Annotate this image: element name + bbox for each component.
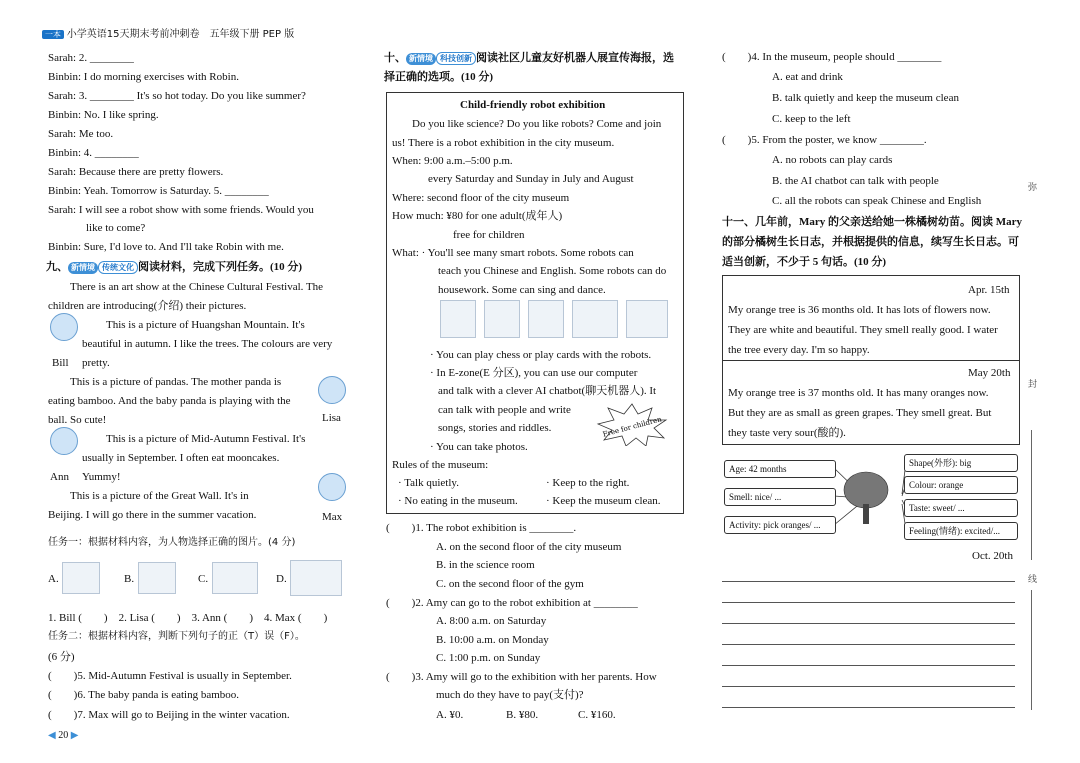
poster-line: and talk with a clever AI chatbot(聊天机器人). It <box>438 385 657 397</box>
option[interactable]: A. on the second floor of the city museum <box>436 541 622 553</box>
max-avatar <box>318 473 346 501</box>
option[interactable]: A. ¥0. <box>436 709 464 721</box>
binding-line <box>1031 430 1032 560</box>
name-lisa: Lisa <box>322 412 341 424</box>
passage-line: This is a picture of the Great Wall. It's in <box>70 490 249 502</box>
tag-new-context: 新情境 <box>406 53 436 65</box>
task-1: 任务一：根据材料内容，为人物选择正确的图片。(4 分) <box>48 537 296 548</box>
poster-line: teach you Chinese and English. Some robots can do <box>438 265 667 277</box>
poster-line: · Keep to the right. <box>546 477 630 489</box>
option[interactable]: C. ¥160. <box>578 709 616 721</box>
writing-line[interactable] <box>722 602 1015 603</box>
option-b-label: B. <box>124 573 135 585</box>
dialogue-line: Sarah: 2. ________ <box>48 52 134 64</box>
name-max: Max <box>322 511 343 523</box>
question[interactable]: ( )4. In the museum, people should ________ <box>722 51 942 63</box>
tf-item[interactable]: ( )6. The baby panda is eating bamboo. <box>48 689 240 701</box>
log-date: May 20th <box>968 367 1011 379</box>
writing-line[interactable] <box>722 686 1015 687</box>
page-number-text: 20 <box>58 730 69 741</box>
log-line: the tree every day. I'm so happy. <box>728 344 870 356</box>
poster-line: · No eating in the museum. <box>398 495 518 507</box>
section-11-heading: 十一、几年前，Mary 的父亲送给她一株橘树幼苗。阅读 Mary <box>722 216 1023 228</box>
option[interactable]: C. on the second floor of the gym <box>436 578 584 590</box>
mountain-image <box>212 562 258 594</box>
dialogue-line: Sarah: Me too. <box>48 128 114 140</box>
name-ann: Ann <box>50 471 69 483</box>
name-bill: Bill <box>52 357 69 369</box>
log-line: My orange tree is 37 months old. It has many oranges now. <box>728 387 989 399</box>
dialogue-line: Sarah: 3. ________ It's so hot today. Do you like summer? <box>48 90 306 102</box>
option[interactable]: B. ¥80. <box>506 709 539 721</box>
option-c-label: C. <box>198 573 209 585</box>
log-line: But they are as small as green grapes. They smell great. But <box>728 407 992 419</box>
passage-line: Yummy! <box>82 471 121 483</box>
dialogue-line: Binbin: I do morning exercises with Robin. <box>48 71 239 83</box>
poster-line: · You can take photos. <box>430 441 528 453</box>
poster-title: Child-friendly robot exhibition <box>460 99 606 111</box>
option-a-label: A. <box>48 573 59 585</box>
tag-new-context: 新情境 <box>68 262 98 274</box>
starburst-text: Free for children <box>602 415 663 439</box>
writing-line[interactable] <box>722 581 1015 582</box>
passage-line: This is a picture of Huangshan Mountain. It's <box>106 319 305 331</box>
log-divider <box>722 360 1020 361</box>
robot-image <box>528 300 564 338</box>
passage-line: There is an art show at the Chinese Cultural Festival. The <box>70 281 324 293</box>
log-line: they taste very sour(酸的). <box>728 427 846 439</box>
great-wall-image <box>290 560 342 596</box>
option[interactable]: C. all the robots can speak Chinese and English <box>772 195 982 207</box>
mind-taste: Taste: sweet/ ... <box>904 499 1018 517</box>
poster-line: Rules of the museum: <box>392 459 489 471</box>
option[interactable]: B. the AI chatbot can talk with people <box>772 175 939 187</box>
tree-icon <box>842 470 890 526</box>
poster-line: free for children <box>453 229 525 241</box>
option[interactable]: C. 1:00 p.m. on Sunday <box>436 652 541 664</box>
passage-line: beautiful in autumn. I like the trees. The colours are very <box>82 338 333 350</box>
log-line: They are white and beautiful. They smell really good. I water <box>728 324 998 336</box>
ann-avatar <box>50 427 78 455</box>
writing-line[interactable] <box>722 623 1015 624</box>
poster-line: Where: second floor of the city museum <box>392 192 570 204</box>
margin-char: 封 <box>1028 380 1038 390</box>
mind-smell: Smell: nice/ ... <box>724 488 836 506</box>
poster-line: · Keep the museum clean. <box>546 495 661 507</box>
section-title: 阅读社区儿童友好机器人展宣传海报，选 <box>476 52 674 64</box>
poster-line: · You can play chess or play cards with the robots. <box>430 349 652 361</box>
option[interactable]: A. 8:00 a.m. on Saturday <box>436 615 547 627</box>
option[interactable]: B. in the science room <box>436 559 535 571</box>
section-10-heading <box>384 51 674 65</box>
poster-line: housework. Some can sing and dance. <box>438 284 606 296</box>
task-1-answers[interactable]: 1. Bill ( ) 2. Lisa ( ) 3. Ann ( ) 4. Max ( ) <box>48 612 328 624</box>
mind-shape: Shape(外形): big <box>904 454 1018 472</box>
poster-line: every Saturday and Sunday in July and August <box>428 173 634 185</box>
section-number: 十、 <box>384 52 406 64</box>
mind-feeling: Feeling(情绪): excited/... <box>904 522 1018 540</box>
header-badge: 一本 <box>42 30 64 39</box>
tag-culture: 传统文化 <box>98 261 138 274</box>
header-title: 小学英语15天期末考前冲刺卷 五年级下册 PEP 版 <box>66 29 295 40</box>
option[interactable]: A. eat and drink <box>772 71 843 83</box>
dialogue-line: like to come? <box>86 222 146 234</box>
poster-line: Do you like science? Do you like robots? Come and join <box>412 118 662 130</box>
dialogue-line: Binbin: Yeah. Tomorrow is Saturday. 5. ________ <box>48 185 269 197</box>
section-title: 阅读材料，完成下列任务。(10 分) <box>138 261 303 273</box>
starburst-badge <box>596 402 668 446</box>
pandas-image <box>62 562 100 594</box>
section-11-heading-2: 的部分橘树生长日志，并根据提供的信息，续写生长日志。可 <box>722 236 1019 248</box>
lisa-avatar <box>318 376 346 404</box>
margin-char: 线 <box>1028 575 1038 585</box>
passage-line: Beijing. I will go there in the summer vacation. <box>48 509 257 521</box>
writing-line[interactable] <box>722 707 1015 708</box>
passage-line: This is a picture of Mid-Autumn Festival. It's <box>106 433 306 445</box>
question-cont: much do they have to pay(支付)? <box>436 689 584 701</box>
question[interactable]: ( )2. Amy can go to the robot exhibition at ________ <box>386 597 638 609</box>
poster-line: How much: ¥80 for one adult(成年人) <box>392 210 563 222</box>
tf-item[interactable]: ( )5. Mid-Autumn Festival is usually in September. <box>48 670 292 682</box>
log-date: Apr. 15th <box>968 284 1010 296</box>
task-2-score: (6 分) <box>48 651 75 663</box>
option[interactable]: B. 10:00 a.m. on Monday <box>436 634 549 646</box>
poster-line: · In E-zone(E 分区), you can use our computer <box>430 367 638 379</box>
passage-line: eating bamboo. And the baby panda is playing with the <box>48 395 291 407</box>
tag-tech: 科技创新 <box>436 52 476 65</box>
section-9-heading <box>46 260 302 274</box>
writing-line[interactable] <box>722 644 1015 645</box>
log-date: Oct. 20th <box>972 550 1013 562</box>
mind-colour: Colour: orange <box>904 476 1018 494</box>
option[interactable]: B. talk quietly and keep the museum clean <box>772 92 959 104</box>
poster-line: us! There is a robot exhibition in the city museum. <box>392 137 615 149</box>
question[interactable]: ( )1. The robot exhibition is ________. <box>386 522 577 534</box>
writing-line[interactable] <box>722 665 1015 666</box>
tf-item[interactable]: ( )7. Max will go to Beijing in the winter vacation. <box>48 709 290 721</box>
log-line: My orange tree is 36 months old. It has lots of flowers now. <box>728 304 991 316</box>
mooncake-image <box>138 562 176 594</box>
margin-char: 弥 <box>1028 183 1038 193</box>
dialogue-line: Sarah: I will see a robot show with some friends. Would you <box>48 204 314 216</box>
robot-image <box>440 300 476 338</box>
dialogue-line: Sarah: Because there are pretty flowers. <box>48 166 224 178</box>
binding-line <box>1031 590 1032 710</box>
passage-line: pretty. <box>82 357 110 369</box>
page-number <box>48 729 78 743</box>
poster-line: What: · You'll see many smart robots. Some robots can <box>392 247 634 259</box>
robot-image <box>626 300 668 338</box>
robot-image <box>484 300 520 338</box>
poster-line: can talk with people and write <box>438 404 571 416</box>
question[interactable]: ( )5. From the poster, we know ________. <box>722 134 927 146</box>
poster-line: When: 9:00 a.m.–5:00 p.m. <box>392 155 513 167</box>
passage-line: This is a picture of pandas. The mother panda is <box>70 376 282 388</box>
mind-activity: Activity: pick oranges/ ... <box>724 516 836 534</box>
option[interactable]: A. no robots can play cards <box>772 154 893 166</box>
section-11-heading-3: 适当创新，不少于 5 句话。(10 分) <box>722 256 887 268</box>
page-header <box>42 25 294 40</box>
left-arrow-icon: ◀ <box>48 730 56 741</box>
mind-age: Age: 42 months <box>724 460 836 478</box>
poster-line: songs, stories and riddles. <box>438 422 552 434</box>
option[interactable]: C. keep to the left <box>772 113 851 125</box>
section-10-heading-2: 择正确的选项。(10 分) <box>384 71 494 83</box>
dialogue-line: Binbin: Sure, I'd love to. And I'll take Robin with me. <box>48 241 284 253</box>
bill-avatar <box>50 313 78 341</box>
poster-line: · Talk quietly. <box>398 477 459 489</box>
dialogue-line: Binbin: No. I like spring. <box>48 109 159 121</box>
robot-image <box>572 300 618 338</box>
option-d-label: D. <box>276 573 287 585</box>
task-2: 任务二：根据材料内容，判断下列句子的正（T）误（F）。 <box>48 631 305 642</box>
section-number: 九、 <box>46 261 68 273</box>
passage-line: ball. So cute! <box>48 414 107 426</box>
passage-line: usually in September. I often eat mooncakes. <box>82 452 280 464</box>
passage-line: children are introducing(介绍) their pictures. <box>48 300 247 312</box>
dialogue-line: Binbin: 4. ________ <box>48 147 139 159</box>
right-arrow-icon: ▶ <box>70 730 79 741</box>
question[interactable]: ( )3. Amy will go to the exhibition with her parents. How <box>386 671 657 683</box>
